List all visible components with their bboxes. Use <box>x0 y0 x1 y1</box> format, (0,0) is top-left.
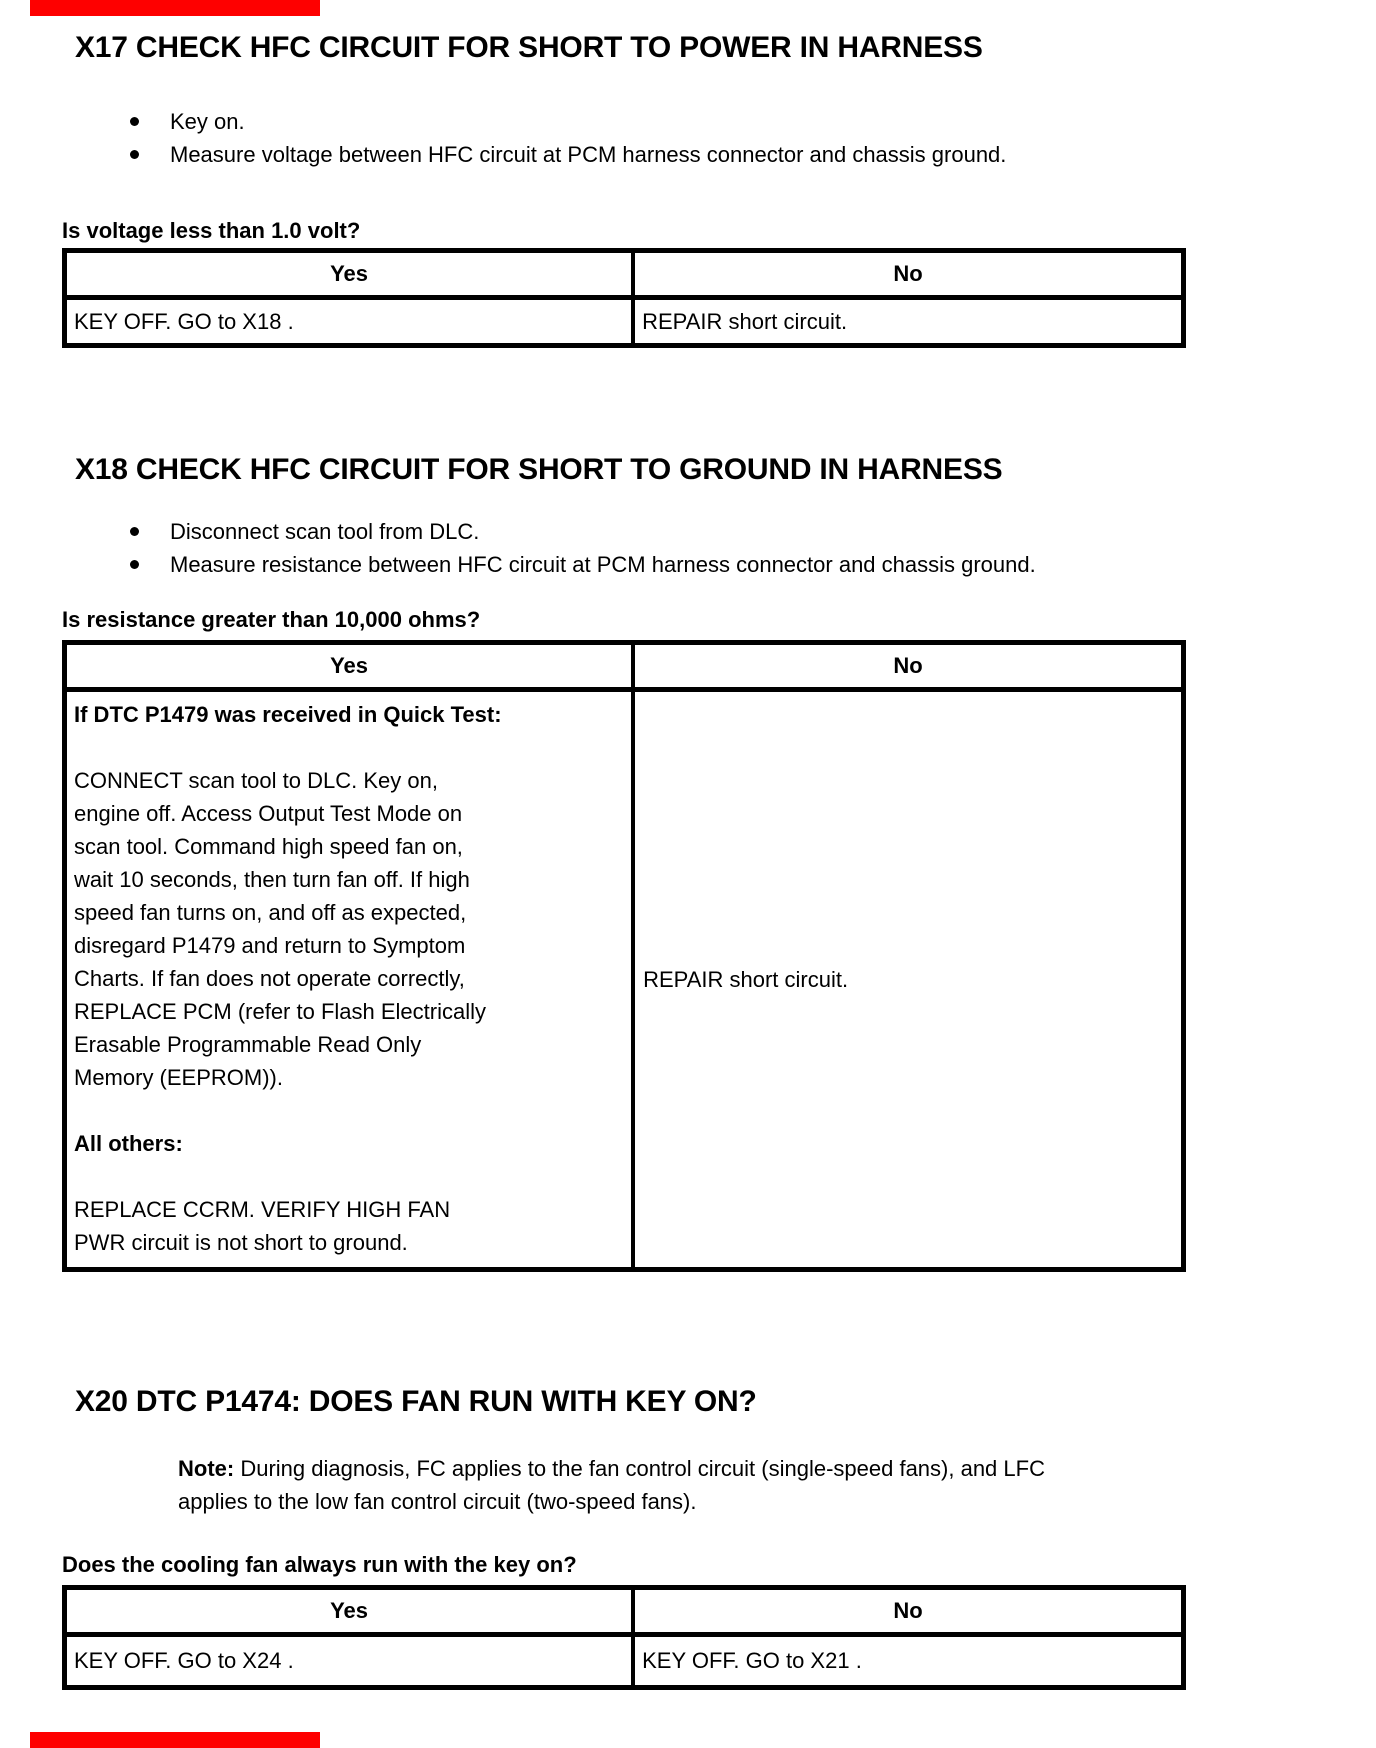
yes-column-header: Yes <box>67 253 635 295</box>
yes-cell-line: engine off. Access Output Test Mode on <box>74 801 463 826</box>
yes-cell-line: PWR circuit is not short to ground. <box>74 1230 408 1255</box>
yes-cell-line <box>74 1094 625 1127</box>
yes-cell-line: wait 10 seconds, then turn fan off. If high <box>74 867 470 892</box>
no-cell: KEY OFF. GO to X21 . <box>642 1648 862 1673</box>
bullet-item: Measure voltage between HFC circuit at PCM harness connector and chassis ground. <box>128 138 1006 171</box>
yes-cell-line <box>74 731 625 764</box>
table-header-row <box>67 1590 1181 1637</box>
table-data-row <box>67 692 1181 1267</box>
yes-cell-line: Charts. If fan does not operate correctly, <box>74 966 465 991</box>
question-x17: Is voltage less than 1.0 volt? <box>62 218 361 243</box>
yes-cell-line: If DTC P1479 was received in Quick Test: <box>74 702 502 727</box>
decision-table-x20 <box>62 1585 1186 1690</box>
decision-table-x18 <box>62 640 1186 1272</box>
redaction-bar-top <box>30 0 320 16</box>
bullet-item: Disconnect scan tool from DLC. <box>128 515 1036 548</box>
note-line <box>178 1452 1045 1485</box>
decision-table-x17 <box>62 248 1186 348</box>
no-cell: REPAIR short circuit. <box>643 966 849 992</box>
yes-cell-line: Memory (EEPROM)). <box>74 1065 283 1090</box>
no-column-header: No <box>893 261 923 286</box>
yes-cell-line: disregard P1479 and return to Symptom <box>74 933 466 958</box>
yes-cell-line: REPLACE PCM (refer to Flash Electrically <box>74 999 486 1024</box>
yes-column-header: Yes <box>67 1590 635 1632</box>
yes-column-header: Yes <box>67 645 635 687</box>
note-label: Note: <box>178 1456 235 1481</box>
section-heading-x18: X18 CHECK HFC CIRCUIT FOR SHORT TO GROUND IN HARNESS <box>75 453 1003 486</box>
yes-cell-line: Erasable Programmable Read Only <box>74 1032 422 1057</box>
redaction-bar-bottom <box>30 1732 320 1748</box>
yes-cell-line: REPLACE CCRM. VERIFY HIGH FAN <box>74 1197 451 1222</box>
no-column-header: No <box>893 1598 923 1623</box>
yes-cell <box>67 692 635 1267</box>
note-line: applies to the low fan control circuit (two-speed fans). <box>178 1489 697 1514</box>
yes-cell: KEY OFF. GO to X24 . <box>67 1637 635 1685</box>
yes-cell-line: scan tool. Command high speed fan on, <box>74 834 463 859</box>
table-data-row <box>67 300 1181 343</box>
bullet-item: Measure resistance between HFC circuit at PCM harness connector and chassis ground. <box>128 548 1036 581</box>
yes-cell-line <box>74 1160 625 1193</box>
yes-cell-line: All others: <box>74 1131 183 1156</box>
no-cell: REPAIR short circuit. <box>642 309 848 334</box>
bullet-item: Key on. <box>128 105 1006 138</box>
no-column-header: No <box>893 653 923 678</box>
bullet-list-x18 <box>128 515 1036 581</box>
note-text: During diagnosis, FC applies to the fan control circuit (single-speed fans), and LFC <box>240 1456 1045 1481</box>
table-header-row <box>67 253 1181 300</box>
yes-cell-line: speed fan turns on, and off as expected, <box>74 900 467 925</box>
yes-cell: KEY OFF. GO to X18 . <box>67 300 635 343</box>
question-x20: Does the cooling fan always run with the key on? <box>62 1552 577 1577</box>
note-paragraph <box>178 1452 1045 1518</box>
yes-cell-line: CONNECT scan tool to DLC. Key on, <box>74 768 438 793</box>
question-x18: Is resistance greater than 10,000 ohms? <box>62 607 481 632</box>
table-data-row <box>67 1637 1181 1685</box>
bullet-list-x17 <box>128 105 1006 171</box>
section-heading-x17: X17 CHECK HFC CIRCUIT FOR SHORT TO POWER IN HARNESS <box>75 31 983 64</box>
section-heading-x20: X20 DTC P1474: DOES FAN RUN WITH KEY ON? <box>75 1385 757 1418</box>
table-header-row <box>67 645 1181 692</box>
